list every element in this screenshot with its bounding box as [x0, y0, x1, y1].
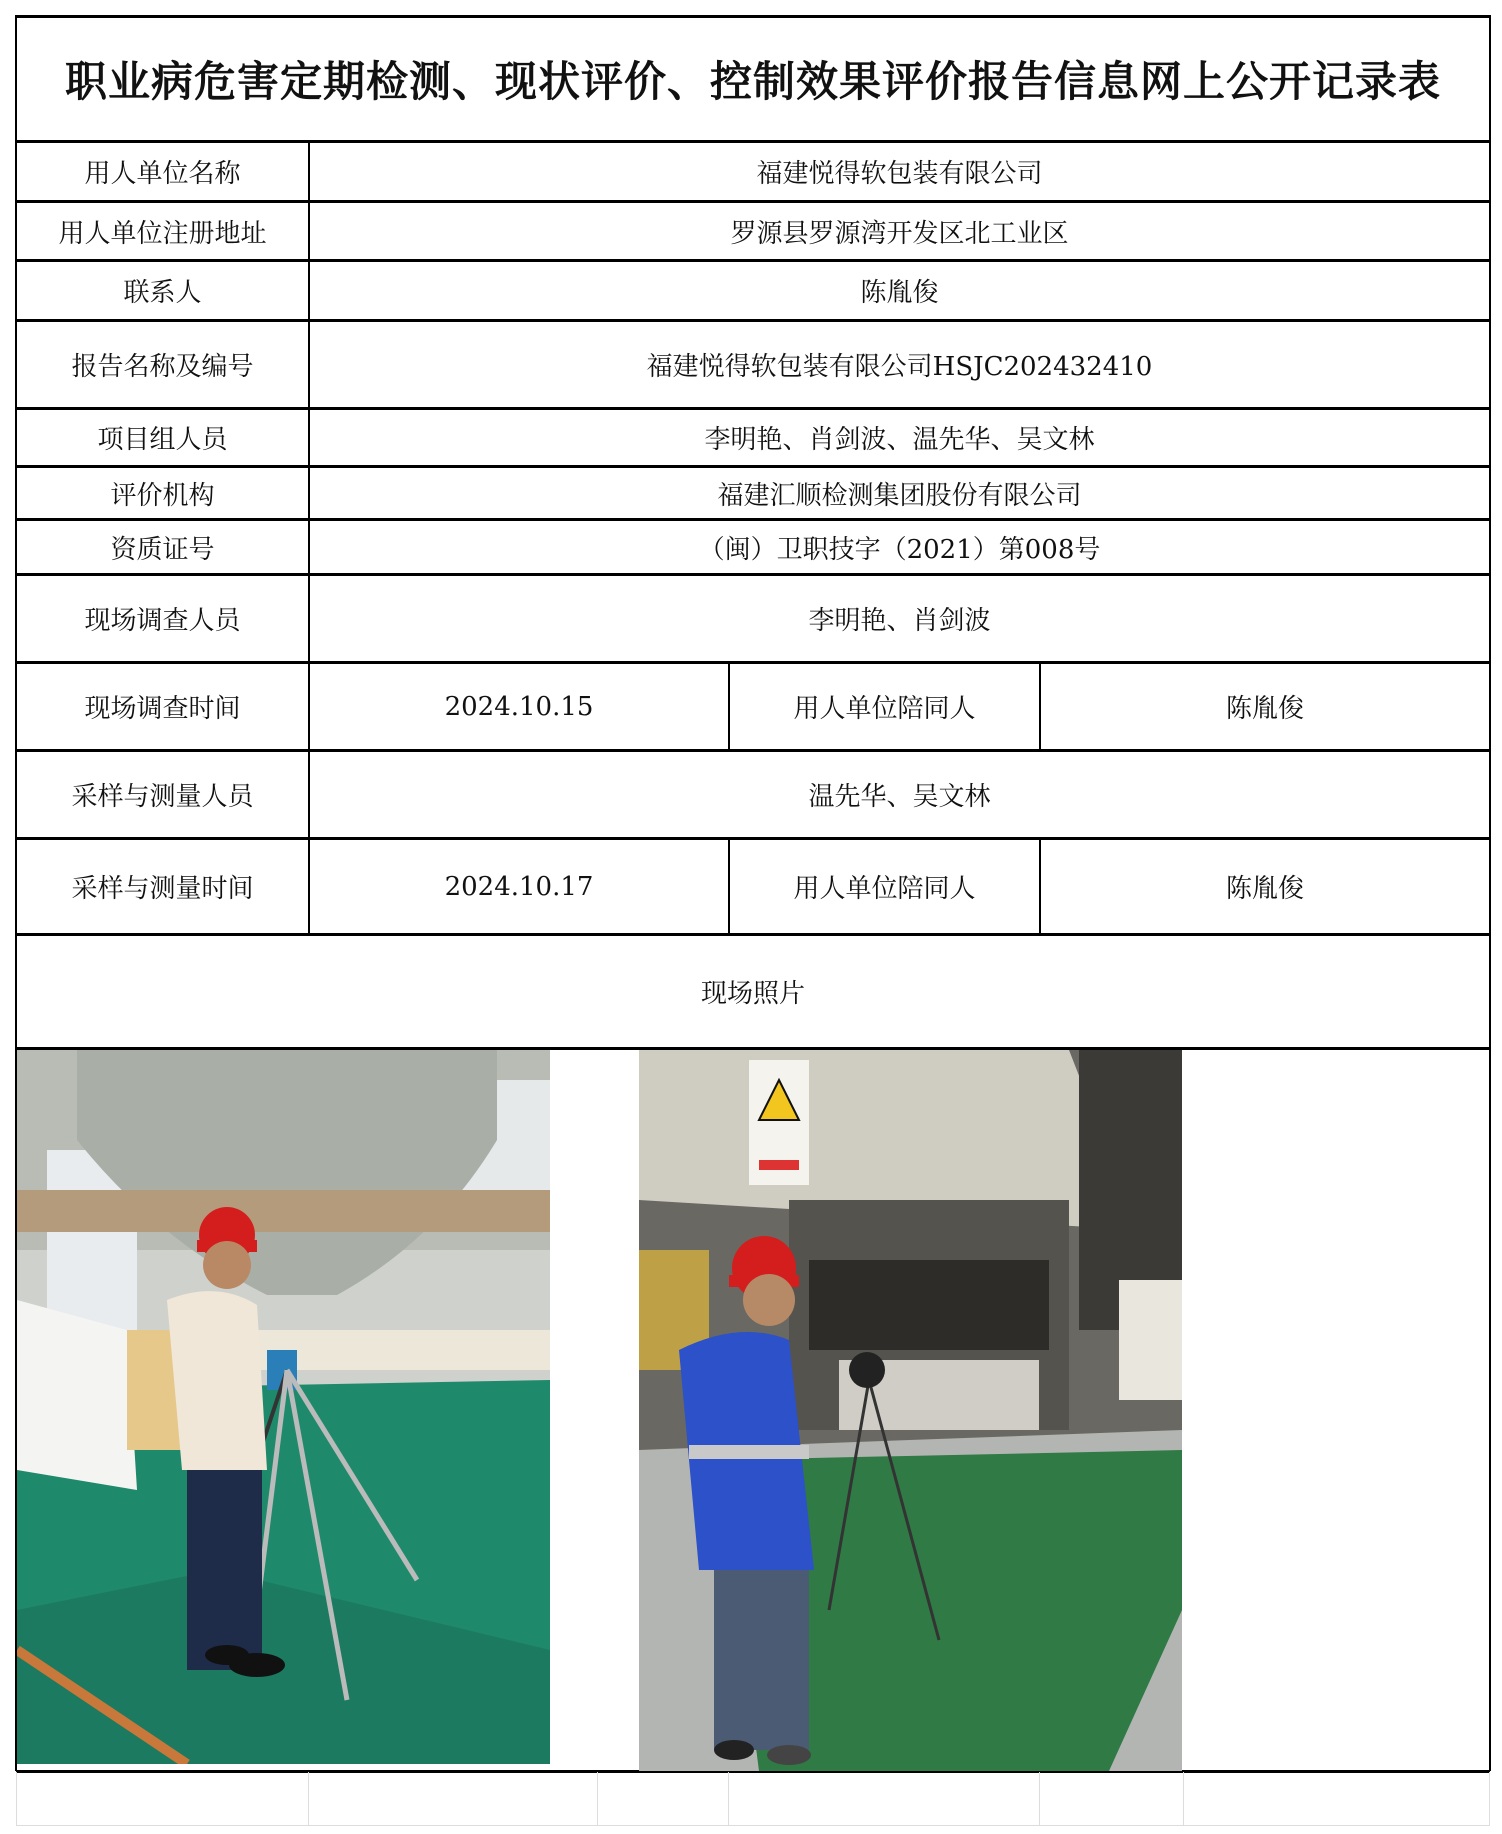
label-agency: 评价机构 [110, 480, 215, 511]
site-photo-2 [639, 1050, 1182, 1771]
label-project-team: 项目组人员 [97, 425, 228, 455]
photos-heading: 现场照片 [700, 979, 805, 1009]
label-contact: 联系人 [123, 278, 202, 308]
grid-line [16, 1825, 1490, 1826]
label-address: 用人单位注册地址 [58, 218, 267, 249]
grid-line [1489, 1772, 1490, 1826]
value-report-name: 福建悦得软包装有限公司HSJC202432410 [646, 352, 1153, 382]
value-address: 罗源县罗源湾开发区北工业区 [730, 218, 1069, 249]
value-sampling-staff: 温先华、吴文林 [808, 782, 991, 812]
page-title: 职业病危害定期检测、现状评价、控制效果评价报告信息网上公开记录表 [64, 56, 1441, 106]
label-certificate: 资质证号 [110, 534, 215, 565]
label-sampling-date: 采样与测量时间 [71, 874, 254, 904]
label-survey-date: 现场调查时间 [84, 694, 241, 724]
grid-line [1039, 1772, 1040, 1826]
value-survey-escort: 陈胤俊 [1225, 694, 1304, 724]
border [1489, 15, 1491, 1771]
value-agency: 福建汇顺检测集团股份有限公司 [717, 480, 1082, 511]
value-survey-date: 2024.10.15 [444, 691, 594, 722]
label-report-name: 报告名称及编号 [71, 352, 254, 382]
label-survey-staff: 现场调查人员 [84, 606, 241, 636]
value-company-name: 福建悦得软包装有限公司 [756, 159, 1043, 189]
value-survey-staff: 李明艳、肖剑波 [808, 606, 991, 636]
value-contact: 陈胤俊 [860, 278, 939, 308]
site-photo-1 [17, 1050, 550, 1764]
grid-line [728, 1772, 729, 1826]
value-project-team: 李明艳、肖剑波、温先华、吴文林 [704, 425, 1095, 455]
label-survey-escort: 用人单位陪同人 [793, 694, 976, 724]
label-sampling-staff: 采样与测量人员 [71, 782, 254, 812]
value-sampling-escort: 陈胤俊 [1225, 874, 1304, 904]
grid-line [1183, 1772, 1184, 1826]
value-sampling-date: 2024.10.17 [444, 871, 594, 902]
label-sampling-escort: 用人单位陪同人 [793, 874, 976, 904]
label-company-name: 用人单位名称 [84, 159, 241, 189]
grid-line [308, 1772, 309, 1826]
grid-line [16, 1772, 17, 1826]
grid-line [597, 1772, 598, 1826]
value-certificate: （闽）卫职技字（2021）第008号 [698, 534, 1101, 565]
